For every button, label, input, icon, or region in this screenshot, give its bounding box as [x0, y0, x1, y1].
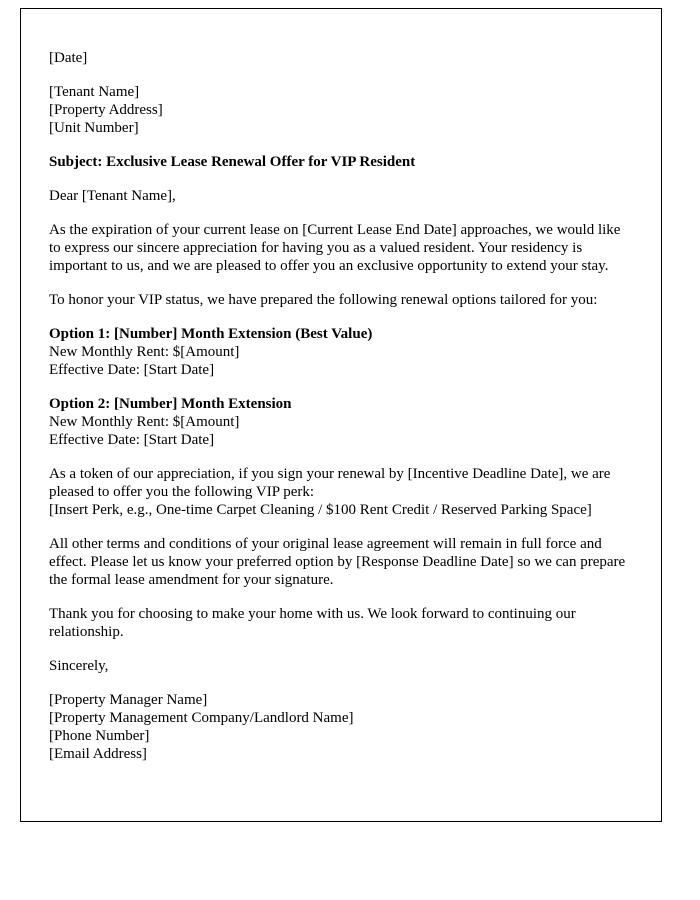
closing — [49, 657, 633, 675]
text-line: [Tenant Name] — [49, 84, 140, 100]
intro-paragraph — [49, 221, 633, 275]
text-line: New Monthly Rent: $[Amount] — [49, 344, 240, 360]
text-line: Effective Date: [Start Date] — [49, 362, 215, 378]
text-line: As the expiration of your current lease on [Current Lease End Date] approaches, we would like to express our sincere appreciation for having you as a valued resident. Your residency is important to us, and we are pleased to offer you an exclusive opportunity to extend your stay. — [49, 222, 625, 274]
text-line: As a token of our appreciation, if you sign your renewal by [Incentive Deadline Date], we are pleased to offer you the following VIP perk: — [49, 466, 615, 500]
text-line: Sincerely, — [49, 658, 109, 674]
text-line: [Phone Number] — [49, 728, 150, 744]
text-line: [Property Address] — [49, 102, 163, 118]
text-line: Option 2: [Number] Month Extension — [49, 396, 292, 412]
salutation — [49, 187, 633, 205]
recipient-block — [49, 83, 633, 137]
text-line: [Email Address] — [49, 746, 147, 762]
thank-you-paragraph — [49, 605, 633, 641]
letter-body — [49, 49, 633, 763]
text-line: New Monthly Rent: $[Amount] — [49, 414, 240, 430]
option-2-block — [49, 395, 633, 449]
perk-paragraph — [49, 465, 633, 519]
text-line: Dear [Tenant Name], — [49, 188, 176, 204]
text-line: Thank you for choosing to make your home with us. We look forward to continuing our relationship. — [49, 606, 580, 640]
text-line: Subject: Exclusive Lease Renewal Offer for VIP Resident — [49, 154, 416, 170]
text-line: [Unit Number] — [49, 120, 139, 136]
terms-paragraph — [49, 535, 633, 589]
text-line: To honor your VIP status, we have prepared the following renewal options tailored for you: — [49, 292, 598, 308]
text-line: [Property Management Company/Landlord Name] — [49, 710, 354, 726]
text-line: [Property Manager Name] — [49, 692, 208, 708]
signature-block — [49, 691, 633, 763]
vip-status-paragraph — [49, 291, 633, 309]
option-1-block — [49, 325, 633, 379]
text-line: [Insert Perk, e.g., One-time Carpet Cleaning / $100 Rent Credit / Reserved Parking Space] — [49, 502, 592, 518]
text-line: Option 1: [Number] Month Extension (Best Value) — [49, 326, 373, 342]
letter-page — [20, 8, 662, 822]
date-line — [49, 49, 633, 67]
text-line: [Date] — [49, 50, 88, 66]
subject-line — [49, 153, 633, 171]
text-line: Effective Date: [Start Date] — [49, 432, 215, 448]
text-line: All other terms and conditions of your original lease agreement will remain in full force and effect. Please let us know your preferred option by [Response Deadline Date] so we can prepare the formal lease amendment for your signature. — [49, 536, 629, 588]
